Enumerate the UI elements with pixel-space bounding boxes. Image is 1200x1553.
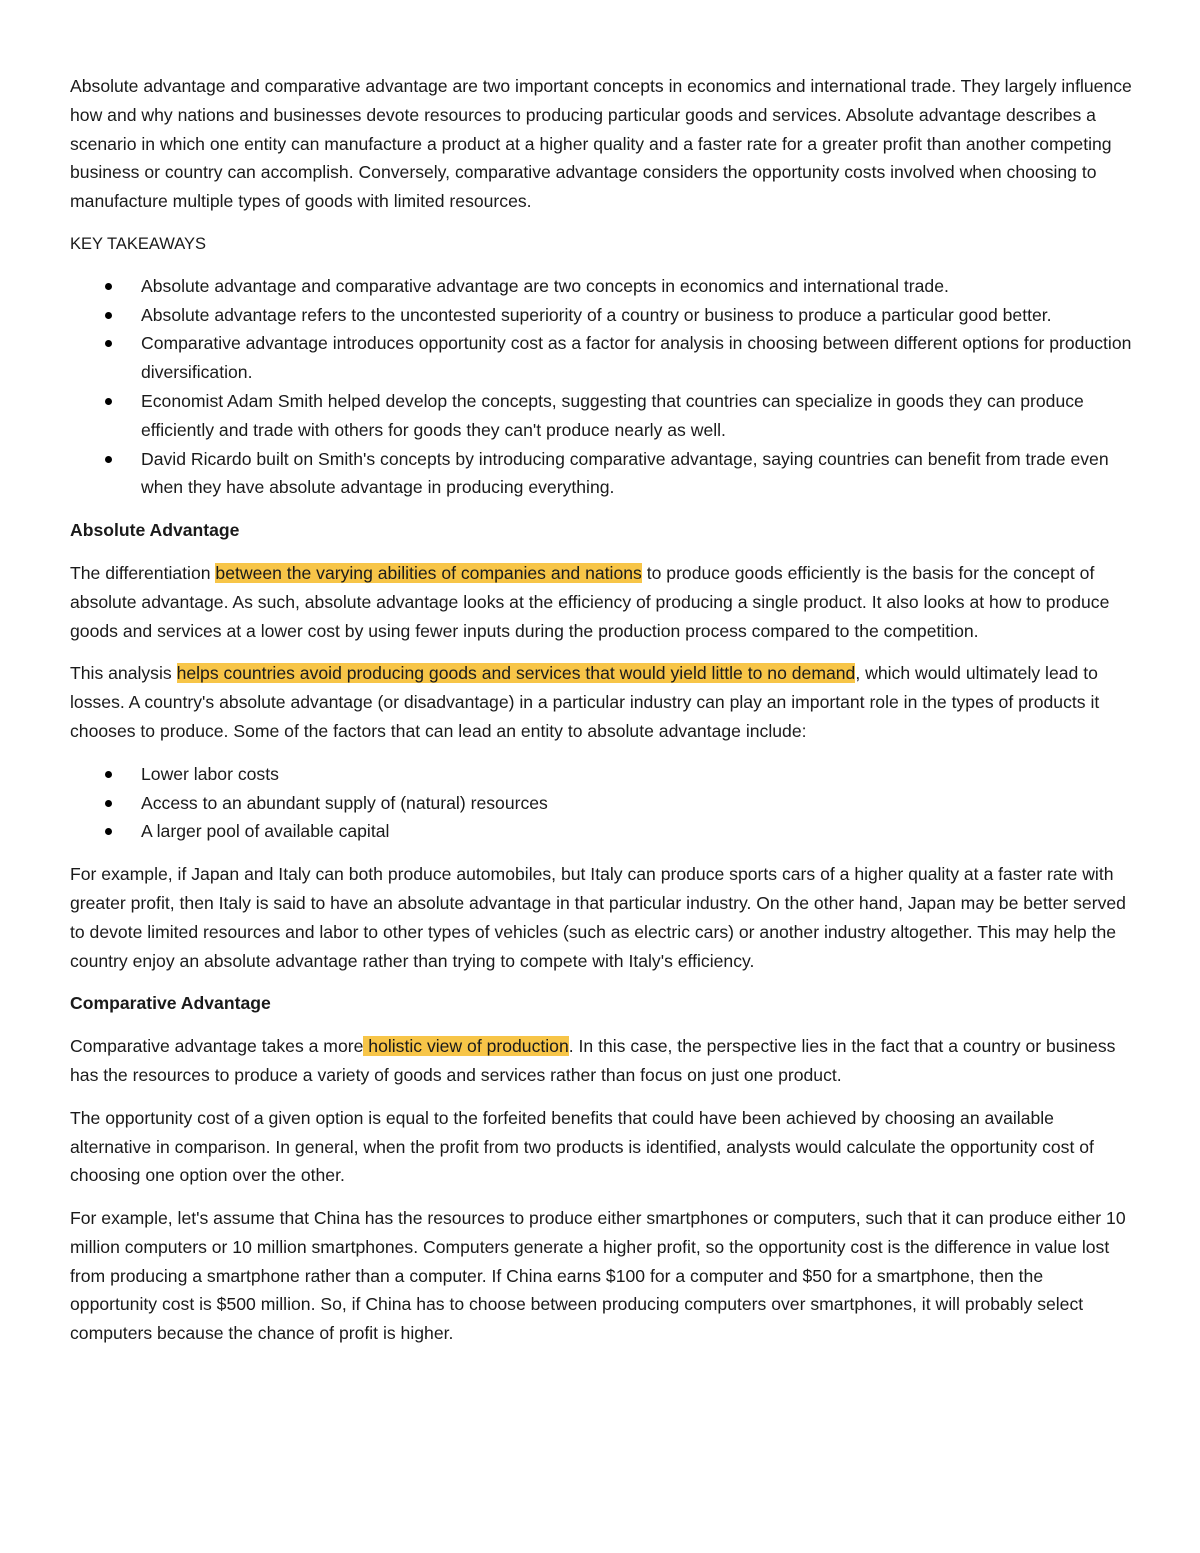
comparative-advantage-heading: Comparative Advantage [70, 993, 271, 1014]
factor-item: Lower labor costs [70, 760, 1132, 789]
text-run: to produce goods efficiently is the basis for the concept of absolute advantage. As such, absolute advantage looks at the efficiency of producing a single product. It also looks at how to produce goods and services at a lower cost by using fewer inputs during the production process compared to the competition. [70, 562, 1110, 641]
factor-item: Access to an abundant supply of (natural) resources [70, 789, 1132, 818]
text-run: . In this case, the perspective lies in the fact that a country or business has the resources to produce a variety of goods and services rather than focus on just one product. [70, 1036, 1116, 1085]
text-run: , which would ultimately lead to losses. A country's absolute advantage (or disadvantage) in a particular industry can play an important role in the types of products it chooses to produce. Some of the factors that can lead an entity to absolute advantage include: [70, 663, 1100, 741]
key-takeaways-list [70, 272, 1132, 502]
comparative-paragraph-2: The opportunity cost of a given option is equal to the forfeited benefits that could have been achieved by choosing an available alternative in comparison. In general, when the profit from two products is identified, analysts would calculate the opportunity cost of choosing one option over the other. [70, 1107, 1094, 1186]
text-run: The differentiation [70, 562, 216, 583]
document-page [70, 72, 1132, 1362]
key-takeaways-label: KEY TAKEAWAYS [70, 234, 207, 253]
takeaway-item: Absolute advantage refers to the uncontested superiority of a country or business to produce a particular good better. [70, 301, 1132, 330]
absolute-paragraph-2 [70, 659, 1132, 745]
text-run: Comparative advantage takes a more [70, 1036, 364, 1057]
intro-paragraph: Absolute advantage and comparative advantage are two important concepts in economics and international trade. They largely influence how and why nations and businesses devote resources to producing particular goods and services. Absolute advantage describes a scenario in which one entity can manufacture a product at a higher quality and a faster rate for a greater profit than another competing business or country can accomplish. Conversely, comparative advantage considers the opportunity costs involved when choosing to manufacture multiple types of goods with limited resources. [70, 76, 1132, 212]
absolute-paragraph-1 [70, 559, 1132, 645]
takeaway-item: Absolute advantage and comparative advantage are two concepts in economics and international trade. [70, 272, 1132, 301]
takeaway-item: Economist Adam Smith helped develop the concepts, suggesting that countries can specialize in goods they can produce efficiently and trade with others for goods they can't produce nearly as well. [70, 387, 1132, 445]
absolute-paragraph-3: For example, if Japan and Italy can both produce automobiles, but Italy can produce sports cars of a higher quality at a faster rate with greater profit, then Italy is said to have an absolute advantage in that particular industry. On the other hand, Japan may be better served to devote limited resources and labor to other types of vehicles (such as electric cars) or another industry altogether. This may help the country enjoy an absolute advantage rather than trying to compete with Italy's efficiency. [70, 864, 1126, 971]
comparative-paragraph-1 [70, 1032, 1132, 1090]
highlighted-text: holistic view of production [363, 1036, 569, 1057]
highlighted-text: helps countries avoid producing goods and services that would yield little to no demand [176, 663, 856, 684]
factors-list [70, 760, 1132, 846]
factor-item: A larger pool of available capital [70, 817, 1132, 846]
comparative-paragraph-3: For example, let's assume that China has the resources to produce either smartphones or computers, such that it can produce either 10 million computers or 10 million smartphones. Computers generate a higher profit, so the opportunity cost is the difference in value lost from producing a smartphone rather than a computer. If China earns $100 for a computer and $50 for a smartphone, then the opportunity cost is $500 million. So, if China has to choose between producing computers over smartphones, it will probably select computers because the chance of profit is higher. [70, 1208, 1126, 1344]
text-run: This analysis [70, 663, 177, 684]
takeaway-item: Comparative advantage introduces opportunity cost as a factor for analysis in choosing between different options for production diversification. [70, 329, 1132, 387]
takeaway-item: David Ricardo built on Smith's concepts by introducing comparative advantage, saying countries can benefit from trade even when they have absolute advantage in producing everything. [70, 445, 1132, 503]
absolute-advantage-heading: Absolute Advantage [70, 520, 240, 541]
highlighted-text: between the varying abilities of companies and nations [215, 562, 642, 583]
